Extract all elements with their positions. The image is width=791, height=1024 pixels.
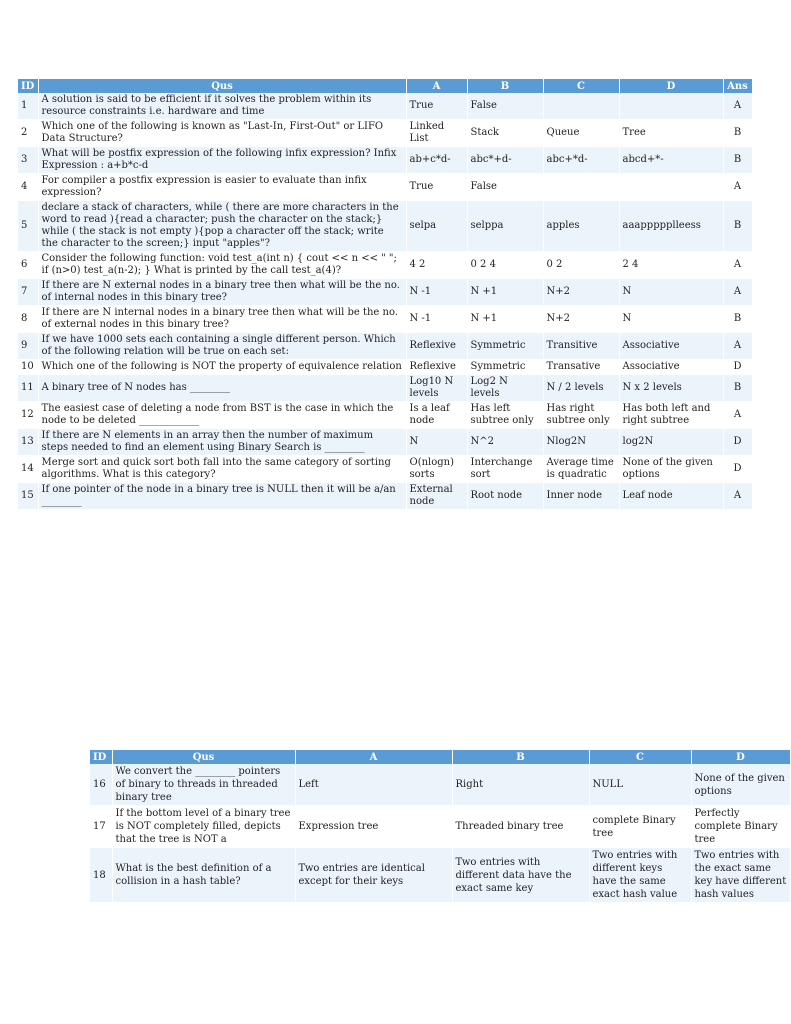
table-row bbox=[90, 806, 790, 848]
cell-d bbox=[619, 174, 723, 201]
cell-c: NULL bbox=[589, 764, 691, 806]
table-row bbox=[18, 483, 752, 510]
table-row bbox=[18, 147, 752, 174]
cell-c: N / 2 levels bbox=[543, 375, 619, 402]
cell-qus: If there are N external nodes in a binary tree then what will be the no. of internal nodes in this binary tree? bbox=[38, 279, 406, 306]
cell-id: 12 bbox=[18, 402, 38, 429]
table-1-body bbox=[18, 93, 752, 510]
table-row bbox=[18, 429, 752, 456]
cell-id: 17 bbox=[90, 806, 112, 848]
table2-header-d: D bbox=[691, 750, 790, 764]
table-row bbox=[18, 360, 752, 375]
table-row bbox=[90, 764, 790, 806]
cell-a: True bbox=[406, 174, 467, 201]
cell-c: 0 2 bbox=[543, 252, 619, 279]
table2-header-a: A bbox=[295, 750, 452, 764]
cell-c: Queue bbox=[543, 120, 619, 147]
table-2-header-row bbox=[90, 750, 790, 764]
cell-a: N -1 bbox=[406, 279, 467, 306]
cell-c: N+2 bbox=[543, 279, 619, 306]
cell-ans: A bbox=[723, 93, 752, 120]
table-row bbox=[18, 201, 752, 252]
cell-c bbox=[543, 174, 619, 201]
cell-d bbox=[619, 93, 723, 120]
cell-ans: D bbox=[723, 456, 752, 483]
cell-ans: A bbox=[723, 252, 752, 279]
cell-a: Two entries are identical except for their keys bbox=[295, 848, 452, 903]
cell-ans: B bbox=[723, 120, 752, 147]
cell-ans: B bbox=[723, 375, 752, 402]
cell-id: 11 bbox=[18, 375, 38, 402]
table-row bbox=[18, 333, 752, 360]
cell-c: Transative bbox=[543, 360, 619, 375]
cell-qus: If the bottom level of a binary tree is NOT completely filled, depicts that the tree is NOT a bbox=[112, 806, 295, 848]
cell-id: 7 bbox=[18, 279, 38, 306]
cell-qus: If there are N internal nodes in a binary tree then what will be the no. of external nodes in this binary tree? bbox=[38, 306, 406, 333]
cell-id: 18 bbox=[90, 848, 112, 903]
cell-d: Associative bbox=[619, 333, 723, 360]
cell-a: Is a leaf node bbox=[406, 402, 467, 429]
cell-d: N x 2 levels bbox=[619, 375, 723, 402]
cell-b: False bbox=[467, 93, 543, 120]
cell-qus: Which one of the following is NOT the property of equivalence relation bbox=[38, 360, 406, 375]
cell-d: log2N bbox=[619, 429, 723, 456]
cell-b: N +1 bbox=[467, 279, 543, 306]
cell-id: 14 bbox=[18, 456, 38, 483]
cell-id: 8 bbox=[18, 306, 38, 333]
cell-id: 13 bbox=[18, 429, 38, 456]
cell-id: 4 bbox=[18, 174, 38, 201]
cell-a: Log10 N levels bbox=[406, 375, 467, 402]
table-row bbox=[90, 848, 790, 903]
cell-a: 4 2 bbox=[406, 252, 467, 279]
cell-c bbox=[543, 93, 619, 120]
cell-d: N bbox=[619, 306, 723, 333]
cell-qus: A binary tree of N nodes has ________ bbox=[38, 375, 406, 402]
cell-b: Log2 N levels bbox=[467, 375, 543, 402]
cell-a: True bbox=[406, 93, 467, 120]
cell-id: 9 bbox=[18, 333, 38, 360]
cell-qus: A solution is said to be efficient if it solves the problem within its resource constraints i.e. hardware and time bbox=[38, 93, 406, 120]
cell-a: Left bbox=[295, 764, 452, 806]
table-row bbox=[18, 402, 752, 429]
table1-header-c: C bbox=[543, 79, 619, 93]
cell-id: 16 bbox=[90, 764, 112, 806]
cell-c: Two entries with different keys have the same exact hash value bbox=[589, 848, 691, 903]
table1-header-a: A bbox=[406, 79, 467, 93]
table-row bbox=[18, 120, 752, 147]
cell-ans: A bbox=[723, 174, 752, 201]
cell-qus: Merge sort and quick sort both fall into the same category of sorting algorithms. What is this category? bbox=[38, 456, 406, 483]
cell-b: Right bbox=[452, 764, 589, 806]
table1-header-id: ID bbox=[18, 79, 38, 93]
cell-d: Associative bbox=[619, 360, 723, 375]
table2-header-id: ID bbox=[90, 750, 112, 764]
cell-b: Interchange sort bbox=[467, 456, 543, 483]
table-row bbox=[18, 174, 752, 201]
cell-b: Two entries with different data have the exact same key bbox=[452, 848, 589, 903]
cell-id: 6 bbox=[18, 252, 38, 279]
cell-a: ab+c*d- bbox=[406, 147, 467, 174]
table2-header-c: C bbox=[589, 750, 691, 764]
cell-ans: B bbox=[723, 147, 752, 174]
table2-header-qus: Qus bbox=[112, 750, 295, 764]
cell-b: Stack bbox=[467, 120, 543, 147]
table2-header-b: B bbox=[452, 750, 589, 764]
cell-b: Symmetric bbox=[467, 333, 543, 360]
cell-d: Perfectly complete Binary tree bbox=[691, 806, 790, 848]
cell-qus: The easiest case of deleting a node from BST is the case in which the node to be deleted ____________ bbox=[38, 402, 406, 429]
cell-qus: Which one of the following is known as "Last-In, First-Out" or LIFO Data Structure? bbox=[38, 120, 406, 147]
table-row bbox=[18, 279, 752, 306]
cell-qus: declare a stack of characters, while ( there are more characters in the word to read ){read a character; push the character on the stack;} while ( the stack is not empty ){pop a character off the stack; write the character to the screen;} input "apples"? bbox=[38, 201, 406, 252]
cell-id: 2 bbox=[18, 120, 38, 147]
cell-d: abcd+*- bbox=[619, 147, 723, 174]
cell-ans: D bbox=[723, 429, 752, 456]
cell-ans: A bbox=[723, 279, 752, 306]
cell-qus: What is the best definition of a collision in a hash table? bbox=[112, 848, 295, 903]
cell-qus: We convert the ________ pointers of binary to threads in threaded binary tree bbox=[112, 764, 295, 806]
cell-b: 0 2 4 bbox=[467, 252, 543, 279]
cell-a: N bbox=[406, 429, 467, 456]
cell-d: 2 4 bbox=[619, 252, 723, 279]
cell-ans: B bbox=[723, 201, 752, 252]
cell-b: N^2 bbox=[467, 429, 543, 456]
cell-c: apples bbox=[543, 201, 619, 252]
cell-id: 1 bbox=[18, 93, 38, 120]
cell-c: complete Binary tree bbox=[589, 806, 691, 848]
cell-b: abc*+d- bbox=[467, 147, 543, 174]
cell-id: 3 bbox=[18, 147, 38, 174]
cell-b: selppa bbox=[467, 201, 543, 252]
cell-qus: If one pointer of the node in a binary tree is NULL then it will be a/an ________ bbox=[38, 483, 406, 510]
quiz-table-1 bbox=[18, 79, 752, 510]
quiz-table-2 bbox=[90, 750, 790, 903]
table-row bbox=[18, 375, 752, 402]
cell-a: Reflexive bbox=[406, 360, 467, 375]
table-row bbox=[18, 456, 752, 483]
cell-d: Two entries with the exact same key have different hash values bbox=[691, 848, 790, 903]
cell-id: 15 bbox=[18, 483, 38, 510]
cell-a: Linked List bbox=[406, 120, 467, 147]
cell-a: selpa bbox=[406, 201, 467, 252]
cell-b: N +1 bbox=[467, 306, 543, 333]
cell-d: Leaf node bbox=[619, 483, 723, 510]
cell-qus: What will be postfix expression of the following infix expression? Infix Expression : a+b*c-d bbox=[38, 147, 406, 174]
table-1-header-row bbox=[18, 79, 752, 93]
cell-c: Inner node bbox=[543, 483, 619, 510]
cell-c: abc+*d- bbox=[543, 147, 619, 174]
cell-c: Transitive bbox=[543, 333, 619, 360]
cell-d: aaappppplleess bbox=[619, 201, 723, 252]
table-row bbox=[18, 93, 752, 120]
table1-header-ans: Ans bbox=[723, 79, 752, 93]
cell-ans: D bbox=[723, 360, 752, 375]
cell-c: N+2 bbox=[543, 306, 619, 333]
table1-header-d: D bbox=[619, 79, 723, 93]
cell-d: Tree bbox=[619, 120, 723, 147]
cell-d: N bbox=[619, 279, 723, 306]
table-2-body bbox=[90, 764, 790, 903]
cell-b: Has left subtree only bbox=[467, 402, 543, 429]
cell-d: None of the given options bbox=[619, 456, 723, 483]
cell-b: Threaded binary tree bbox=[452, 806, 589, 848]
table1-header-b: B bbox=[467, 79, 543, 93]
cell-qus: Consider the following function: void test_a(int n) { cout << n << " "; if (n>0) test_a(n-2); } What is printed by the call test_a(4)? bbox=[38, 252, 406, 279]
cell-a: O(nlogn) sorts bbox=[406, 456, 467, 483]
cell-ans: B bbox=[723, 306, 752, 333]
cell-d: None of the given options bbox=[691, 764, 790, 806]
cell-a: N -1 bbox=[406, 306, 467, 333]
cell-c: Nlog2N bbox=[543, 429, 619, 456]
cell-c: Has right subtree only bbox=[543, 402, 619, 429]
cell-c: Average time is quadratic bbox=[543, 456, 619, 483]
cell-qus: If we have 1000 sets each containing a single different person. Which of the following relation will be true on each set: bbox=[38, 333, 406, 360]
cell-qus: If there are N elements in an array then the number of maximum steps needed to find an element using Binary Search is ________ bbox=[38, 429, 406, 456]
cell-qus: For compiler a postfix expression is easier to evaluate than infix expression? bbox=[38, 174, 406, 201]
table1-header-qus: Qus bbox=[38, 79, 406, 93]
table-row bbox=[18, 306, 752, 333]
cell-ans: A bbox=[723, 483, 752, 510]
cell-d: Has both left and right subtree bbox=[619, 402, 723, 429]
cell-a: Expression tree bbox=[295, 806, 452, 848]
cell-b: Symmetric bbox=[467, 360, 543, 375]
cell-b: Root node bbox=[467, 483, 543, 510]
cell-a: Reflexive bbox=[406, 333, 467, 360]
table-row bbox=[18, 252, 752, 279]
cell-ans: A bbox=[723, 333, 752, 360]
cell-id: 5 bbox=[18, 201, 38, 252]
cell-id: 10 bbox=[18, 360, 38, 375]
cell-a: External node bbox=[406, 483, 467, 510]
cell-ans: A bbox=[723, 402, 752, 429]
cell-b: False bbox=[467, 174, 543, 201]
